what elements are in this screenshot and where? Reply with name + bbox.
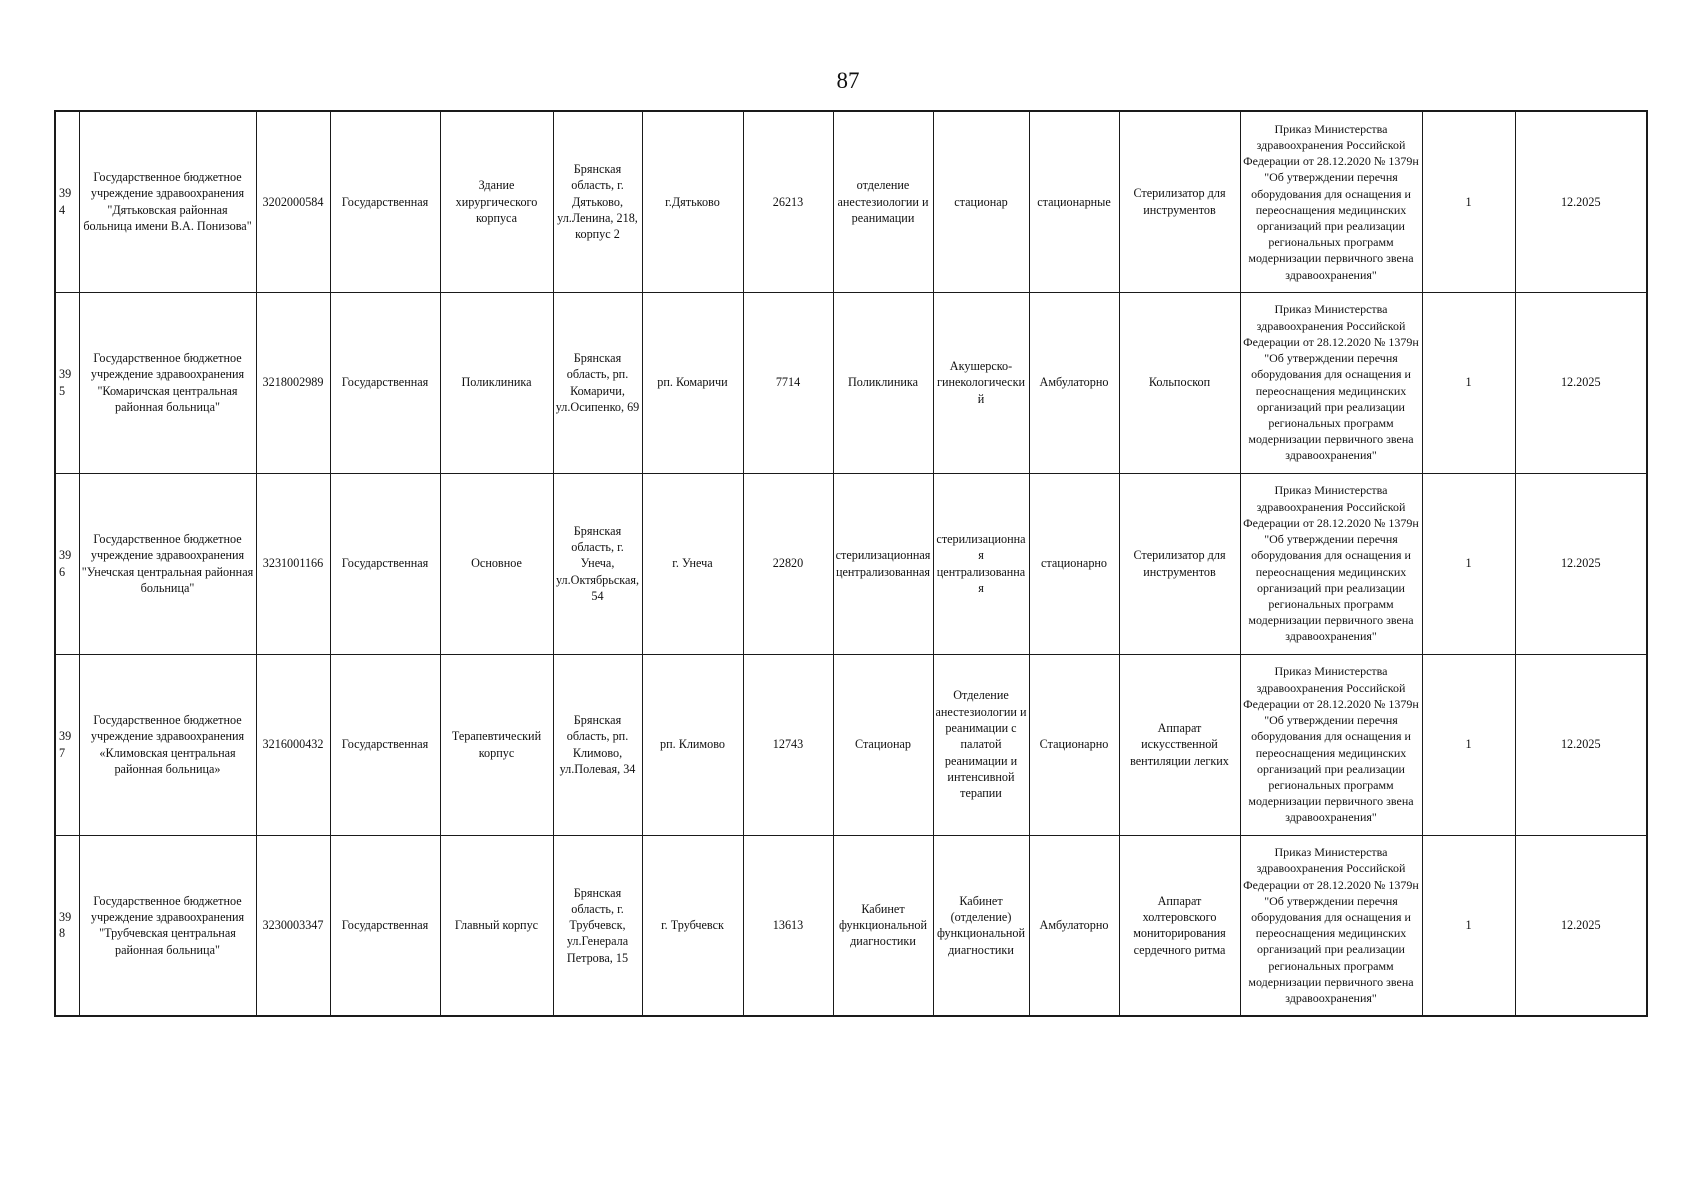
- regulatory-order: Приказ Министерства здравоохранения Российской Федерации от 28.12.2020 № 1379н "Об утверждении перечня оборудования для оснащения и переоснащения медицинских организаций при реализации региональных программ модернизации первичного звена здравоохранения": [1240, 292, 1422, 473]
- inn: 3230003347: [256, 835, 330, 1016]
- care-form: стационарные: [1029, 111, 1119, 292]
- profile: стерилизационная централизованная: [933, 473, 1029, 654]
- locality: г. Трубчевск: [642, 835, 743, 1016]
- population: 22820: [743, 473, 833, 654]
- table-row: [55, 473, 1647, 654]
- regulatory-order: Приказ Министерства здравоохранения Российской Федерации от 28.12.2020 № 1379н "Об утверждении перечня оборудования для оснащения и переоснащения медицинских организаций при реализации региональных программ модернизации первичного звена здравоохранения": [1240, 111, 1422, 292]
- table-body: [55, 111, 1647, 1016]
- inn: 3216000432: [256, 654, 330, 835]
- care-form: стационарно: [1029, 473, 1119, 654]
- department: Поликлиника: [833, 292, 933, 473]
- equipment-name: Кольпоскоп: [1119, 292, 1240, 473]
- building-name: Основное: [440, 473, 553, 654]
- organization-name: Государственное бюджетное учреждение здравоохранения "Унечская центральная районная больница": [79, 473, 256, 654]
- address: Брянская область, г. Унеча, ул.Октябрьская, 54: [553, 473, 642, 654]
- organization-name: Государственное бюджетное учреждение здравоохранения "Комаричская центральная районная больница": [79, 292, 256, 473]
- care-form: Амбулаторно: [1029, 835, 1119, 1016]
- row-number: 397: [55, 654, 79, 835]
- ownership-form: Государственная: [330, 835, 440, 1016]
- profile: Кабинет (отделение) функциональной диагностики: [933, 835, 1029, 1016]
- delivery-date: 12.2025: [1515, 111, 1647, 292]
- quantity: 1: [1422, 835, 1515, 1016]
- address: Брянская область, г. Дятьково, ул.Ленина, 218, корпус 2: [553, 111, 642, 292]
- locality: г.Дятьково: [642, 111, 743, 292]
- department: отделение анестезиологии и реанимации: [833, 111, 933, 292]
- ownership-form: Государственная: [330, 111, 440, 292]
- delivery-date: 12.2025: [1515, 835, 1647, 1016]
- table-row: [55, 292, 1647, 473]
- population: 26213: [743, 111, 833, 292]
- table-row: [55, 111, 1647, 292]
- care-form: Стационарно: [1029, 654, 1119, 835]
- organization-name: Государственное бюджетное учреждение здравоохранения «Климовская центральная районная больница»: [79, 654, 256, 835]
- building-name: Здание хирургического корпуса: [440, 111, 553, 292]
- inn: 3218002989: [256, 292, 330, 473]
- care-form: Амбулаторно: [1029, 292, 1119, 473]
- building-name: Терапевтический корпус: [440, 654, 553, 835]
- delivery-date: 12.2025: [1515, 292, 1647, 473]
- delivery-date: 12.2025: [1515, 473, 1647, 654]
- delivery-date: 12.2025: [1515, 654, 1647, 835]
- row-number: 395: [55, 292, 79, 473]
- quantity: 1: [1422, 292, 1515, 473]
- ownership-form: Государственная: [330, 292, 440, 473]
- locality: рп. Комаричи: [642, 292, 743, 473]
- page-number: 87: [836, 68, 860, 93]
- department: Стационар: [833, 654, 933, 835]
- equipment-name: Аппарат искусственной вентиляции легких: [1119, 654, 1240, 835]
- equipment-name: Стерилизатор для инструментов: [1119, 473, 1240, 654]
- profile: стационар: [933, 111, 1029, 292]
- equipment-registry-table: [54, 110, 1648, 1017]
- address: Брянская область, г. Трубчевск, ул.Генерала Петрова, 15: [553, 835, 642, 1016]
- equipment-name: Аппарат холтеровского мониторирования сердечного ритма: [1119, 835, 1240, 1016]
- regulatory-order: Приказ Министерства здравоохранения Российской Федерации от 28.12.2020 № 1379н "Об утверждении перечня оборудования для оснащения и переоснащения медицинских организаций при реализации региональных программ модернизации первичного звена здравоохранения": [1240, 473, 1422, 654]
- organization-name: Государственное бюджетное учреждение здравоохранения "Дятьковская районная больница имени В.А. Понизова": [79, 111, 256, 292]
- population: 12743: [743, 654, 833, 835]
- ownership-form: Государственная: [330, 473, 440, 654]
- department: стерилизационная централизованная: [833, 473, 933, 654]
- population: 13613: [743, 835, 833, 1016]
- ownership-form: Государственная: [330, 654, 440, 835]
- address: Брянская область, рп. Климово, ул.Полевая, 34: [553, 654, 642, 835]
- quantity: 1: [1422, 654, 1515, 835]
- locality: г. Унеча: [642, 473, 743, 654]
- inn: 3202000584: [256, 111, 330, 292]
- quantity: 1: [1422, 473, 1515, 654]
- regulatory-order: Приказ Министерства здравоохранения Российской Федерации от 28.12.2020 № 1379н "Об утверждении перечня оборудования для оснащения и переоснащения медицинских организаций при реализации региональных программ модернизации первичного звена здравоохранения": [1240, 835, 1422, 1016]
- inn: 3231001166: [256, 473, 330, 654]
- row-number: 398: [55, 835, 79, 1016]
- building-name: Поликлиника: [440, 292, 553, 473]
- table-row: [55, 835, 1647, 1016]
- regulatory-order: Приказ Министерства здравоохранения Российской Федерации от 28.12.2020 № 1379н "Об утверждении перечня оборудования для оснащения и переоснащения медицинских организаций при реализации региональных программ модернизации первичного звена здравоохранения": [1240, 654, 1422, 835]
- table-row: [55, 654, 1647, 835]
- population: 7714: [743, 292, 833, 473]
- row-number: 396: [55, 473, 79, 654]
- building-name: Главный корпус: [440, 835, 553, 1016]
- locality: рп. Климово: [642, 654, 743, 835]
- address: Брянская область, рп. Комаричи, ул.Осипенко, 69: [553, 292, 642, 473]
- equipment-name: Стерилизатор для инструментов: [1119, 111, 1240, 292]
- quantity: 1: [1422, 111, 1515, 292]
- profile: Акушерско-гинекологический: [933, 292, 1029, 473]
- organization-name: Государственное бюджетное учреждение здравоохранения "Трубчевская центральная районная больница": [79, 835, 256, 1016]
- department: Кабинет функциональной диагностики: [833, 835, 933, 1016]
- row-number: 394: [55, 111, 79, 292]
- profile: Отделение анестезиологии и реанимации с палатой реанимации и интенсивной терапии: [933, 654, 1029, 835]
